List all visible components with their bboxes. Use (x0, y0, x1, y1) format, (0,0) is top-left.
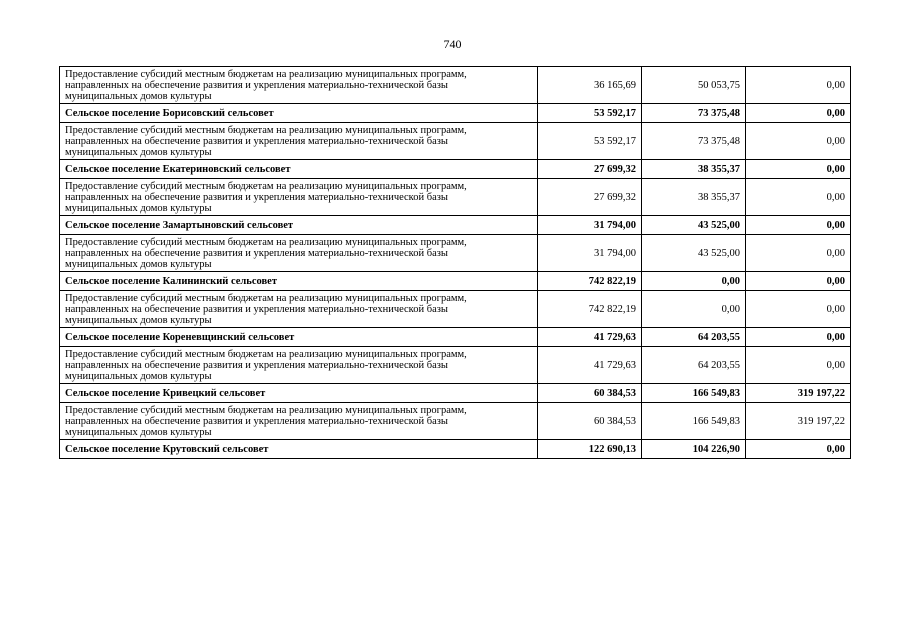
row-value-2-cell: 73 375,48 (642, 104, 746, 123)
row-value-1-cell: 742 822,19 (538, 291, 642, 328)
row-value-2-cell: 73 375,48 (642, 123, 746, 160)
row-value-3-cell: 0,00 (746, 216, 851, 235)
row-value-1-cell: 31 794,00 (538, 235, 642, 272)
row-name-cell: Предоставление субсидий местным бюджетам на реализацию муниципальных программ, направленных на обеспечение развития и укрепления материально-технической базы муниципальных домов культуры (60, 67, 538, 104)
row-name-cell: Сельское поселение Кореневщинский сельсовет (60, 328, 538, 347)
row-name-cell: Сельское поселение Крутовский сельсовет (60, 440, 538, 459)
row-name-cell: Предоставление субсидий местным бюджетам на реализацию муниципальных программ, направленных на обеспечение развития и укрепления материально-технической базы муниципальных домов культуры (60, 347, 538, 384)
table-body (60, 67, 851, 459)
row-value-1-cell: 27 699,32 (538, 179, 642, 216)
budget-table (59, 66, 851, 459)
row-value-2-cell: 50 053,75 (642, 67, 746, 104)
row-value-1-cell: 41 729,63 (538, 328, 642, 347)
row-name-cell: Предоставление субсидий местным бюджетам на реализацию муниципальных программ, направленных на обеспечение развития и укрепления материально-технической базы муниципальных домов культуры (60, 179, 538, 216)
row-name-cell: Сельское поселение Борисовский сельсовет (60, 104, 538, 123)
row-value-3-cell: 0,00 (746, 291, 851, 328)
row-value-2-cell: 166 549,83 (642, 403, 746, 440)
row-value-1-cell: 122 690,13 (538, 440, 642, 459)
row-value-1-cell: 53 592,17 (538, 104, 642, 123)
row-value-2-cell: 64 203,55 (642, 347, 746, 384)
row-value-3-cell: 0,00 (746, 272, 851, 291)
row-value-3-cell: 0,00 (746, 347, 851, 384)
row-value-1-cell: 41 729,63 (538, 347, 642, 384)
row-value-3-cell: 0,00 (746, 235, 851, 272)
subsidy-detail-row (60, 67, 851, 104)
row-value-2-cell: 43 525,00 (642, 216, 746, 235)
row-value-1-cell: 742 822,19 (538, 272, 642, 291)
row-name-cell: Предоставление субсидий местным бюджетам на реализацию муниципальных программ, направленных на обеспечение развития и укрепления материально-технической базы муниципальных домов культуры (60, 123, 538, 160)
row-value-1-cell: 36 165,69 (538, 67, 642, 104)
row-name-cell: Сельское поселение Калининский сельсовет (60, 272, 538, 291)
row-value-3-cell: 0,00 (746, 123, 851, 160)
row-value-2-cell: 43 525,00 (642, 235, 746, 272)
subsidy-detail-row (60, 179, 851, 216)
row-value-1-cell: 53 592,17 (538, 123, 642, 160)
row-value-2-cell: 38 355,37 (642, 179, 746, 216)
subsidy-detail-row (60, 291, 851, 328)
row-value-1-cell: 31 794,00 (538, 216, 642, 235)
subsidy-detail-row (60, 123, 851, 160)
row-value-3-cell: 319 197,22 (746, 384, 851, 403)
settlement-total-row (60, 328, 851, 347)
row-value-3-cell: 319 197,22 (746, 403, 851, 440)
row-value-2-cell: 64 203,55 (642, 328, 746, 347)
subsidy-detail-row (60, 235, 851, 272)
row-value-2-cell: 166 549,83 (642, 384, 746, 403)
settlement-total-row (60, 384, 851, 403)
settlement-total-row (60, 272, 851, 291)
row-value-3-cell: 0,00 (746, 160, 851, 179)
row-value-2-cell: 104 226,90 (642, 440, 746, 459)
row-value-2-cell: 0,00 (642, 272, 746, 291)
row-name-cell: Предоставление субсидий местным бюджетам на реализацию муниципальных программ, направленных на обеспечение развития и укрепления материально-технической базы муниципальных домов культуры (60, 403, 538, 440)
subsidy-detail-row (60, 403, 851, 440)
row-name-cell: Предоставление субсидий местным бюджетам на реализацию муниципальных программ, направленных на обеспечение развития и укрепления материально-технической базы муниципальных домов культуры (60, 291, 538, 328)
settlement-total-row (60, 216, 851, 235)
row-value-3-cell: 0,00 (746, 179, 851, 216)
row-value-1-cell: 60 384,53 (538, 403, 642, 440)
row-name-cell: Сельское поселение Екатериновский сельсовет (60, 160, 538, 179)
row-value-2-cell: 38 355,37 (642, 160, 746, 179)
settlement-total-row (60, 104, 851, 123)
row-value-3-cell: 0,00 (746, 328, 851, 347)
subsidy-detail-row (60, 347, 851, 384)
page-number: 740 (443, 37, 462, 51)
row-name-cell: Сельское поселение Кривецкий сельсовет (60, 384, 538, 403)
row-value-3-cell: 0,00 (746, 104, 851, 123)
row-value-2-cell: 0,00 (642, 291, 746, 328)
row-value-1-cell: 27 699,32 (538, 160, 642, 179)
settlement-total-row (60, 440, 851, 459)
row-value-1-cell: 60 384,53 (538, 384, 642, 403)
row-value-3-cell: 0,00 (746, 67, 851, 104)
settlement-total-row (60, 160, 851, 179)
row-name-cell: Предоставление субсидий местным бюджетам на реализацию муниципальных программ, направленных на обеспечение развития и укрепления материально-технической базы муниципальных домов культуры (60, 235, 538, 272)
row-name-cell: Сельское поселение Замартыновский сельсовет (60, 216, 538, 235)
row-value-3-cell: 0,00 (746, 440, 851, 459)
